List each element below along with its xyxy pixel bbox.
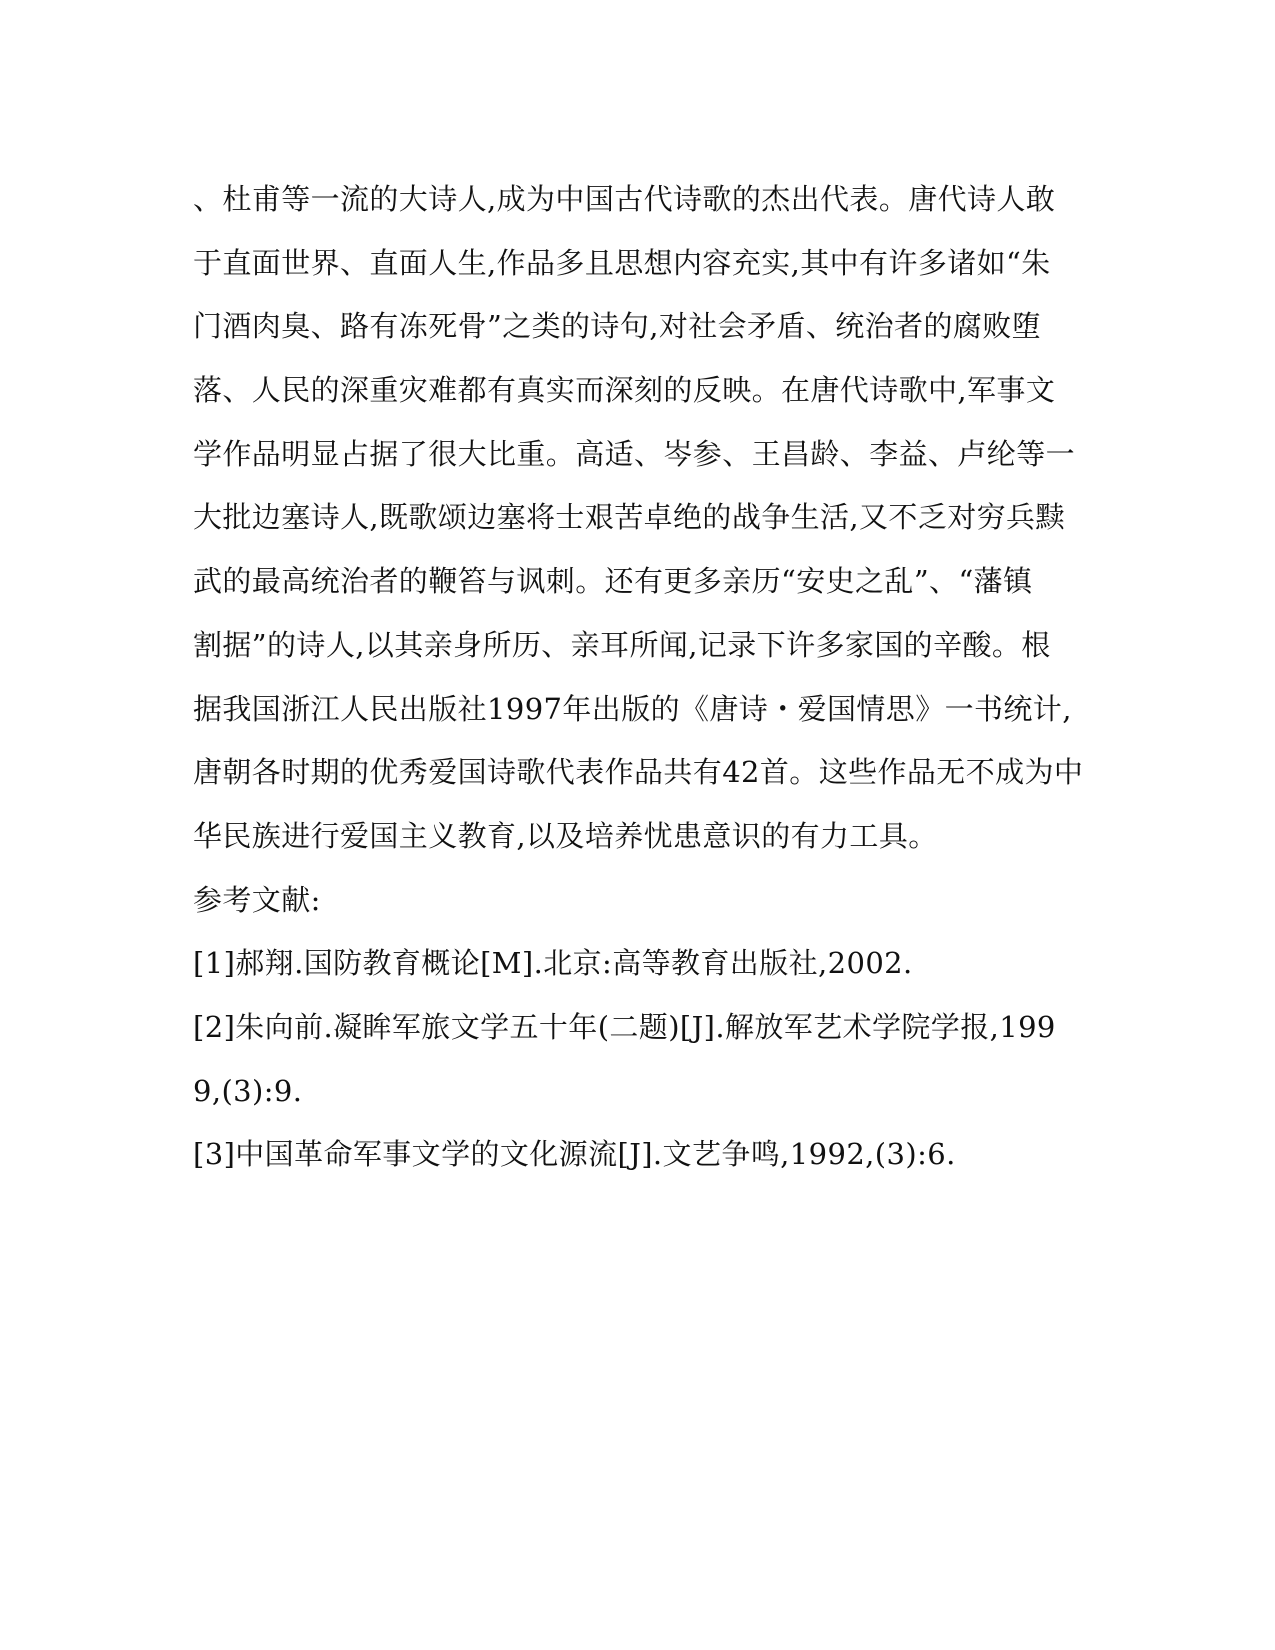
body-line: 大批边塞诗人,既歌颂边塞将士艰苦卓绝的战争生活,又不乏对穷兵黩 [193,500,1065,535]
body-line: 学作品明显占据了很大比重。高适、岑参、王昌龄、李益、卢纶等一 [193,436,1076,471]
body-line: 割据”的诗人,以其亲身所历、亲耳所闻,记录下许多家国的辛酸。根 [193,627,1051,662]
reference-entry-continuation: 9,(3):9. [193,1073,303,1108]
body-line: 华民族进行爱国主义教育,以及培养忧患意识的有力工具。 [193,818,938,853]
body-line: 门酒肉臭、路有冻死骨”之类的诗句,对社会矛盾、统治者的腐败堕 [193,309,1042,344]
reference-entry: [1]郝翔.国防教育概论[M].北京:高等教育出版社,2002. [193,946,913,981]
reference-entry: [2]朱向前.凝眸军旅文学五十年(二题)[J].解放军艺术学院学报,199 [193,1009,1056,1044]
body-line: 唐朝各时期的优秀爱国诗歌代表作品共有42首。这些作品无不成为中 [193,755,1084,790]
body-line: 据我国浙江人民出版社1997年出版的《唐诗・爱国情思》一书统计, [193,691,1072,726]
document-body [193,168,1084,1187]
body-line: 武的最高统治者的鞭笞与讽刺。还有更多亲历“安史之乱”、“藩镇 [193,564,1033,599]
references-heading: 参考文献: [193,882,321,917]
reference-entry: [3]中国革命军事文学的文化源流[J].文艺争鸣,1992,(3):6. [193,1137,956,1172]
body-line: 于直面世界、直面人生,作品多且思想内容充实,其中有许多诸如“朱 [193,245,1051,280]
body-line: 、杜甫等一流的大诗人,成为中国古代诗歌的杰出代表。唐代诗人敢 [193,182,1056,216]
body-line: 落、人民的深重灾难都有真实而深刻的反映。在唐代诗歌中,军事文 [193,373,1056,408]
